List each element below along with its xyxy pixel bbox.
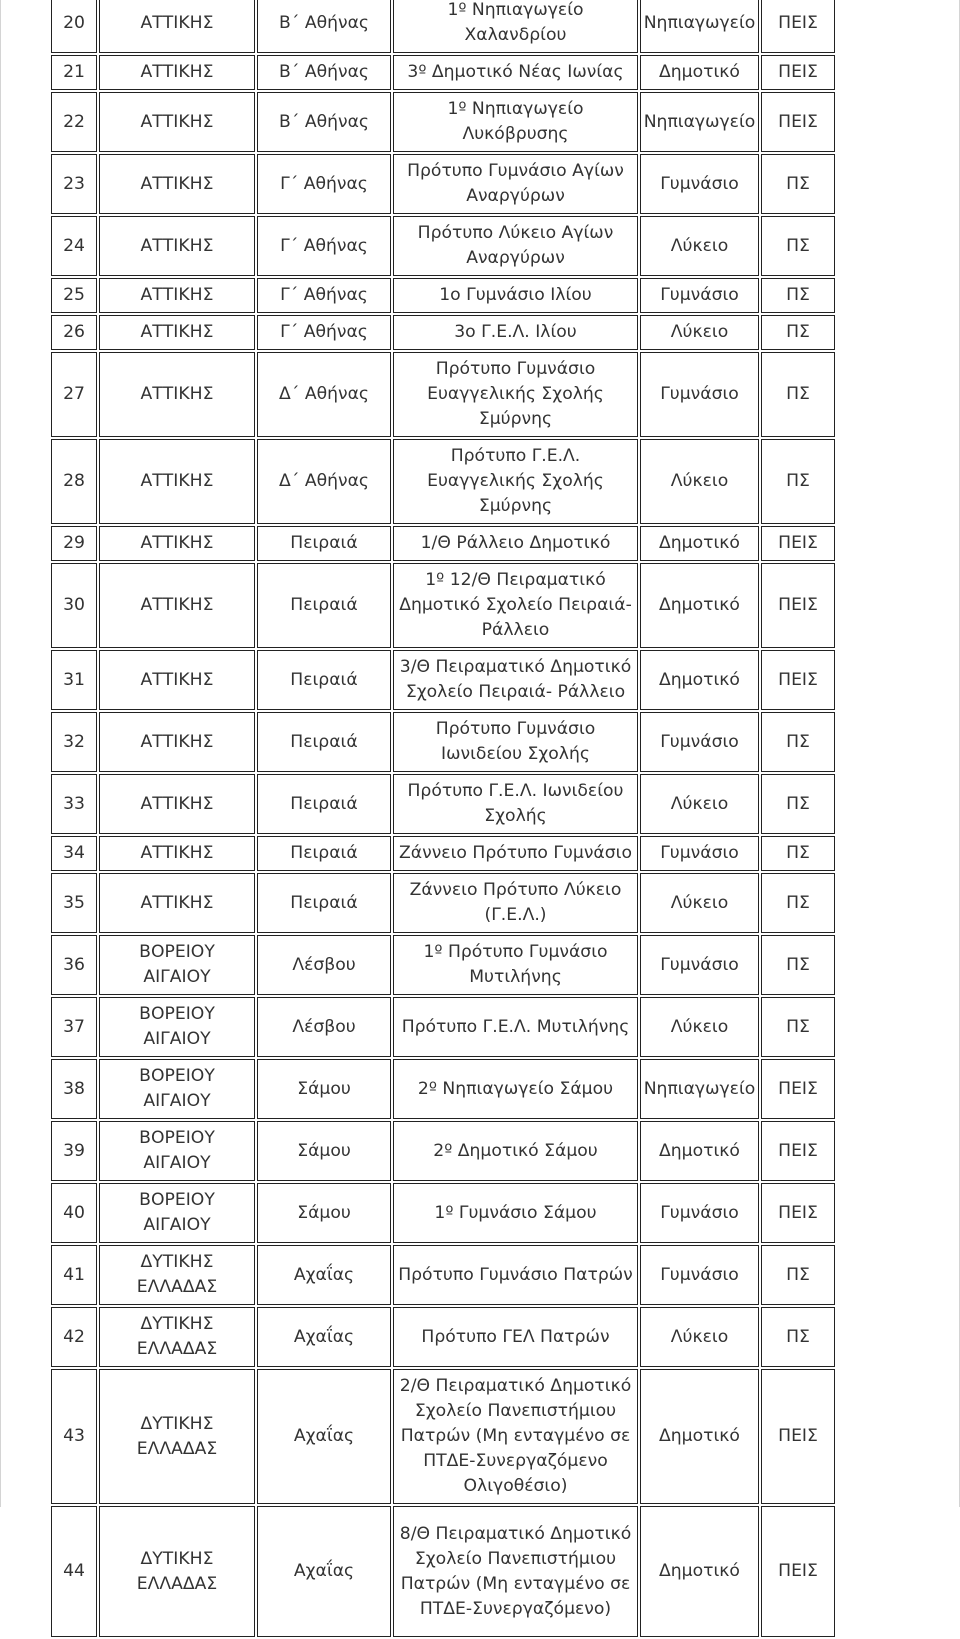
cell-school-type: ΠΣ	[761, 439, 835, 524]
cell-school-level: Λύκειο	[640, 216, 759, 276]
cell-directorate: Δ΄ Αθήνας	[257, 352, 391, 437]
cell-school-name: Πρότυπο Γ.Ε.Λ. Μυτιλήνης	[393, 997, 638, 1057]
cell-region: ΑΤΤΙΚΗΣ	[99, 526, 255, 561]
cell-region: ΑΤΤΙΚΗΣ	[99, 873, 255, 933]
cell-school-level: Δημοτικό	[640, 55, 759, 90]
cell-number: 32	[51, 712, 97, 772]
cell-number: 22	[51, 92, 97, 152]
cell-number: 28	[51, 439, 97, 524]
cell-school-type: ΠΣ	[761, 836, 835, 871]
cell-region: ΑΤΤΙΚΗΣ	[99, 92, 255, 152]
table-row	[51, 216, 835, 276]
cell-school-type: ΠΣ	[761, 154, 835, 214]
cell-school-name: 3º Δημοτικό Νέας Ιωνίας	[393, 55, 638, 90]
cell-school-level: Δημοτικό	[640, 526, 759, 561]
cell-school-level: Δημοτικό	[640, 650, 759, 710]
cell-directorate: Β΄ Αθήνας	[257, 92, 391, 152]
cell-region: ΑΤΤΙΚΗΣ	[99, 154, 255, 214]
cell-school-name: 2º Νηπιαγωγείο Σάμου	[393, 1059, 638, 1119]
cell-school-level: Γυμνάσιο	[640, 712, 759, 772]
cell-region: ΒΟΡΕΙΟΥ ΑΙΓΑΙΟΥ	[99, 1059, 255, 1119]
cell-region: ΑΤΤΙΚΗΣ	[99, 836, 255, 871]
cell-region: ΑΤΤΙΚΗΣ	[99, 439, 255, 524]
cell-school-type: ΠΣ	[761, 774, 835, 834]
table-row	[51, 1245, 835, 1305]
cell-region: ΒΟΡΕΙΟΥ ΑΙΓΑΙΟΥ	[99, 997, 255, 1057]
table-row	[51, 873, 835, 933]
table-row	[51, 55, 835, 90]
cell-number: 31	[51, 650, 97, 710]
cell-school-type: ΠΕΙΣ	[761, 1059, 835, 1119]
table-row	[51, 315, 835, 350]
cell-school-type: ΠΕΙΣ	[761, 526, 835, 561]
cell-directorate: Πειραιά	[257, 712, 391, 772]
cell-school-type: ΠΕΙΣ	[761, 1506, 835, 1637]
table-row	[51, 154, 835, 214]
cell-school-level: Λύκειο	[640, 774, 759, 834]
cell-school-level: Δημοτικό	[640, 1506, 759, 1637]
cell-number: 41	[51, 1245, 97, 1305]
cell-region: ΒΟΡΕΙΟΥ ΑΙΓΑΙΟΥ	[99, 935, 255, 995]
cell-school-name: Πρότυπο Γυμνάσιο Πατρών	[393, 1245, 638, 1305]
cell-school-level: Γυμνάσιο	[640, 1245, 759, 1305]
table-row	[51, 774, 835, 834]
cell-region: ΔΥΤΙΚΗΣ ΕΛΛΑΔΑΣ	[99, 1369, 255, 1504]
cell-school-level: Λύκειο	[640, 315, 759, 350]
cell-school-name: Πρότυπο Γυμνάσιο Ευαγγελικής Σχολής Σμύρνης	[393, 352, 638, 437]
cell-number: 38	[51, 1059, 97, 1119]
cell-number: 36	[51, 935, 97, 995]
cell-directorate: Β΄ Αθήνας	[257, 0, 391, 53]
cell-school-name: Πρότυπο Γ.Ε.Λ. Ιωνιδείου Σχολής	[393, 774, 638, 834]
cell-school-type: ΠΕΙΣ	[761, 55, 835, 90]
table-row	[51, 526, 835, 561]
cell-region: ΑΤΤΙΚΗΣ	[99, 278, 255, 313]
table-row	[51, 1506, 835, 1637]
cell-number: 39	[51, 1121, 97, 1181]
cell-region: ΔΥΤΙΚΗΣ ΕΛΛΑΔΑΣ	[99, 1307, 255, 1367]
cell-region: ΑΤΤΙΚΗΣ	[99, 0, 255, 53]
cell-directorate: Γ΄ Αθήνας	[257, 154, 391, 214]
cell-school-type: ΠΣ	[761, 216, 835, 276]
table-row	[51, 1121, 835, 1181]
schools-table	[49, 0, 837, 1639]
cell-school-type: ΠΣ	[761, 712, 835, 772]
cell-directorate: Πειραιά	[257, 526, 391, 561]
cell-school-name: 8/Θ Πειραματικό Δημοτικό Σχολείο Πανεπιστήμιου Πατρών (Μη ενταγμένο σε ΠΤΔΕ-Συνεργαζόμενο)	[393, 1506, 638, 1637]
cell-number: 40	[51, 1183, 97, 1243]
cell-school-level: Γυμνάσιο	[640, 154, 759, 214]
cell-region: ΑΤΤΙΚΗΣ	[99, 650, 255, 710]
cell-directorate: Λέσβου	[257, 997, 391, 1057]
cell-directorate: Πειραιά	[257, 836, 391, 871]
cell-directorate: Πειραιά	[257, 774, 391, 834]
cell-school-name: 3ο Γ.Ε.Λ. Ιλίου	[393, 315, 638, 350]
cell-region: ΒΟΡΕΙΟΥ ΑΙΓΑΙΟΥ	[99, 1183, 255, 1243]
table-row	[51, 439, 835, 524]
cell-school-name: 1ο Γυμνάσιο Ιλίου	[393, 278, 638, 313]
cell-school-type: ΠΣ	[761, 997, 835, 1057]
cell-school-level: Γυμνάσιο	[640, 1183, 759, 1243]
cell-school-type: ΠΕΙΣ	[761, 650, 835, 710]
cell-number: 37	[51, 997, 97, 1057]
cell-school-type: ΠΣ	[761, 873, 835, 933]
cell-school-name: Πρότυπο Γυμνάσιο Ιωνιδείου Σχολής	[393, 712, 638, 772]
cell-directorate: Σάμου	[257, 1183, 391, 1243]
cell-number: 44	[51, 1506, 97, 1637]
cell-school-type: ΠΣ	[761, 352, 835, 437]
cell-school-type: ΠΕΙΣ	[761, 1369, 835, 1504]
cell-region: ΔΥΤΙΚΗΣ ΕΛΛΑΔΑΣ	[99, 1506, 255, 1637]
cell-directorate: Β΄ Αθήνας	[257, 55, 391, 90]
cell-school-name: 1º Γυμνάσιο Σάμου	[393, 1183, 638, 1243]
cell-school-level: Λύκειο	[640, 873, 759, 933]
cell-school-name: Ζάννειο Πρότυπο Γυμνάσιο	[393, 836, 638, 871]
cell-number: 26	[51, 315, 97, 350]
cell-directorate: Πειραιά	[257, 873, 391, 933]
cell-number: 30	[51, 563, 97, 648]
cell-number: 27	[51, 352, 97, 437]
cell-directorate: Πειραιά	[257, 563, 391, 648]
cell-school-level: Νηπιαγωγείο	[640, 92, 759, 152]
cell-school-type: ΠΣ	[761, 935, 835, 995]
cell-directorate: Δ΄ Αθήνας	[257, 439, 391, 524]
cell-school-type: ΠΕΙΣ	[761, 0, 835, 53]
cell-school-type: ΠΕΙΣ	[761, 1121, 835, 1181]
table-row	[51, 0, 835, 53]
table-body	[51, 0, 835, 1637]
cell-school-level: Δημοτικό	[640, 1121, 759, 1181]
cell-school-name: 3/Θ Πειραματικό Δημοτικό Σχολείο Πειραιά- Ράλλειο	[393, 650, 638, 710]
cell-school-name: Πρότυπο ΓΕΛ Πατρών	[393, 1307, 638, 1367]
cell-number: 33	[51, 774, 97, 834]
cell-region: ΑΤΤΙΚΗΣ	[99, 315, 255, 350]
cell-number: 24	[51, 216, 97, 276]
cell-school-level: Λύκειο	[640, 1307, 759, 1367]
cell-directorate: Πειραιά	[257, 650, 391, 710]
cell-school-type: ΠΣ	[761, 315, 835, 350]
cell-directorate: Λέσβου	[257, 935, 391, 995]
table-row	[51, 997, 835, 1057]
cell-school-level: Γυμνάσιο	[640, 278, 759, 313]
cell-number: 29	[51, 526, 97, 561]
cell-school-type: ΠΕΙΣ	[761, 1183, 835, 1243]
cell-number: 43	[51, 1369, 97, 1504]
cell-school-type: ΠΣ	[761, 278, 835, 313]
cell-school-name: 1º 12/Θ Πειραματικό Δημοτικό Σχολείο Πειραιά-Ράλλειο	[393, 563, 638, 648]
cell-directorate: Αχαΐας	[257, 1369, 391, 1504]
table-row	[51, 1059, 835, 1119]
cell-school-name: Ζάννειο Πρότυπο Λύκειο (Γ.Ε.Λ.)	[393, 873, 638, 933]
cell-school-type: ΠΣ	[761, 1245, 835, 1305]
cell-region: ΑΤΤΙΚΗΣ	[99, 352, 255, 437]
table-row	[51, 650, 835, 710]
cell-school-type: ΠΣ	[761, 1307, 835, 1367]
table-row	[51, 712, 835, 772]
cell-directorate: Σάμου	[257, 1121, 391, 1181]
page-border-left	[0, 0, 1, 1507]
cell-school-name: 2/Θ Πειραματικό Δημοτικό Σχολείο Πανεπιστήμιου Πατρών (Μη ενταγμένο σε ΠΤΔΕ-Συνεργαζόμενο Ολιγοθέσιο)	[393, 1369, 638, 1504]
cell-directorate: Γ΄ Αθήνας	[257, 216, 391, 276]
cell-number: 25	[51, 278, 97, 313]
cell-region: ΑΤΤΙΚΗΣ	[99, 55, 255, 90]
cell-school-level: Νηπιαγωγείο	[640, 1059, 759, 1119]
cell-school-name: 1º Πρότυπο Γυμνάσιο Μυτιλήνης	[393, 935, 638, 995]
cell-number: 34	[51, 836, 97, 871]
table-row	[51, 1369, 835, 1504]
cell-school-type: ΠΕΙΣ	[761, 92, 835, 152]
cell-directorate: Αχαΐας	[257, 1307, 391, 1367]
cell-school-name: 2º Δημοτικό Σάμου	[393, 1121, 638, 1181]
cell-school-level: Δημοτικό	[640, 1369, 759, 1504]
cell-school-name: 1º Νηπιαγωγείο Χαλανδρίου	[393, 0, 638, 53]
cell-directorate: Αχαΐας	[257, 1506, 391, 1637]
cell-school-type: ΠΕΙΣ	[761, 563, 835, 648]
cell-school-level: Γυμνάσιο	[640, 836, 759, 871]
cell-school-level: Γυμνάσιο	[640, 352, 759, 437]
cell-number: 20	[51, 0, 97, 53]
cell-school-name: Πρότυπο Λύκειο Αγίων Αναργύρων	[393, 216, 638, 276]
cell-school-name: 1/Θ Ράλλειο Δημοτικό	[393, 526, 638, 561]
table-row	[51, 352, 835, 437]
cell-region: ΒΟΡΕΙΟΥ ΑΙΓΑΙΟΥ	[99, 1121, 255, 1181]
cell-region: ΑΤΤΙΚΗΣ	[99, 774, 255, 834]
cell-region: ΑΤΤΙΚΗΣ	[99, 563, 255, 648]
table-row	[51, 92, 835, 152]
table-row	[51, 1183, 835, 1243]
table-row	[51, 935, 835, 995]
cell-directorate: Αχαΐας	[257, 1245, 391, 1305]
cell-school-level: Λύκειο	[640, 439, 759, 524]
cell-region: ΑΤΤΙΚΗΣ	[99, 216, 255, 276]
cell-region: ΑΤΤΙΚΗΣ	[99, 712, 255, 772]
table-row	[51, 278, 835, 313]
cell-school-level: Γυμνάσιο	[640, 935, 759, 995]
cell-school-level: Λύκειο	[640, 997, 759, 1057]
cell-number: 21	[51, 55, 97, 90]
table-row	[51, 1307, 835, 1367]
cell-school-level: Νηπιαγωγείο	[640, 0, 759, 53]
cell-number: 23	[51, 154, 97, 214]
cell-school-name: 1º Νηπιαγωγείο Λυκόβρυσης	[393, 92, 638, 152]
cell-school-level: Δημοτικό	[640, 563, 759, 648]
cell-number: 42	[51, 1307, 97, 1367]
cell-directorate: Γ΄ Αθήνας	[257, 278, 391, 313]
cell-school-name: Πρότυπο Γ.Ε.Λ. Ευαγγελικής Σχολής Σμύρνης	[393, 439, 638, 524]
cell-number: 35	[51, 873, 97, 933]
cell-school-name: Πρότυπο Γυμνάσιο Αγίων Αναργύρων	[393, 154, 638, 214]
cell-directorate: Σάμου	[257, 1059, 391, 1119]
table-row	[51, 563, 835, 648]
cell-region: ΔΥΤΙΚΗΣ ΕΛΛΑΔΑΣ	[99, 1245, 255, 1305]
cell-directorate: Γ΄ Αθήνας	[257, 315, 391, 350]
table-row	[51, 836, 835, 871]
